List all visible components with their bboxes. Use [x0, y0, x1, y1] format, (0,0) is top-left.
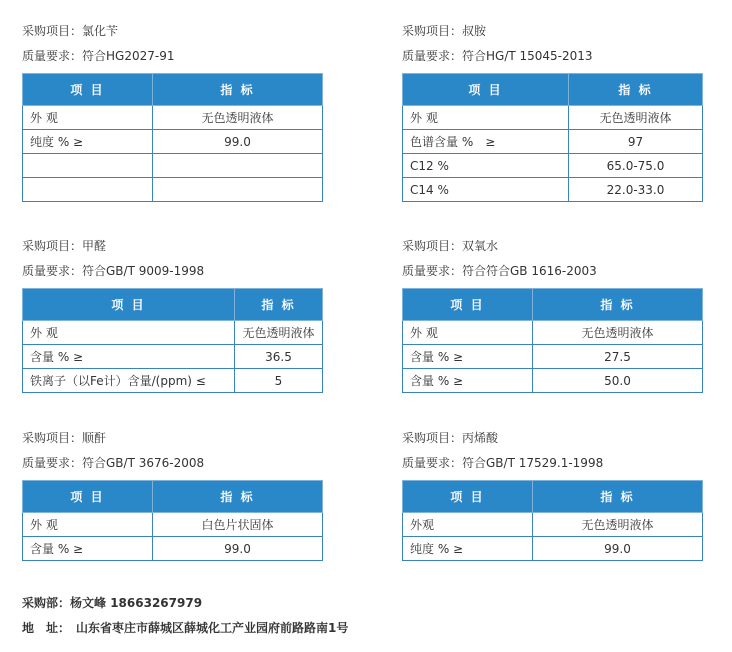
cell-item: 外 观	[23, 106, 153, 130]
table-row	[403, 106, 703, 130]
spec-table	[402, 73, 703, 202]
item-title: 采购项目：叔胺	[402, 24, 487, 38]
quality-requirement: 质量要求：符合符合GB 1616-2003	[402, 264, 597, 278]
table-row	[23, 178, 323, 202]
item-title: 采购项目：甲醛	[22, 239, 107, 253]
table-row	[23, 513, 323, 537]
cell-value: 无色透明液体	[153, 106, 323, 130]
spec-table	[22, 288, 323, 393]
table-row	[23, 130, 323, 154]
table-header-row	[403, 289, 703, 321]
cell-value: 99.0	[153, 130, 323, 154]
header-spec: 指 标	[533, 481, 703, 513]
cell-item: 纯度 % ≥	[23, 130, 153, 154]
table-row	[403, 345, 703, 369]
table-header-row	[23, 481, 323, 513]
header-spec: 指 标	[153, 74, 323, 106]
table-row	[23, 106, 323, 130]
table-header-row	[23, 74, 323, 106]
cell-value: 97	[569, 130, 703, 154]
quality-requirement: 质量要求：符合HG/T 15045-2013	[402, 49, 593, 63]
table-row	[403, 513, 703, 537]
cell-value: 50.0	[533, 369, 703, 393]
cell-item: 含量 % ≥	[403, 345, 533, 369]
header-item: 项 目	[403, 481, 533, 513]
table-header-row	[403, 74, 703, 106]
table-header-row	[23, 289, 323, 321]
cell-value: 5	[235, 369, 323, 393]
cell-value: 无色透明液体	[533, 321, 703, 345]
address-label: 地 址：	[22, 621, 71, 635]
cell-value: 无色透明液体	[569, 106, 703, 130]
header-spec: 指 标	[533, 289, 703, 321]
cell-item: 外 观	[23, 321, 235, 345]
table-row	[403, 178, 703, 202]
quality-requirement: 质量要求：符合GB/T 17529.1-1998	[402, 456, 604, 470]
header-item: 项 目	[23, 74, 153, 106]
quality-requirement: 质量要求：符合GB/T 3676-2008	[22, 456, 205, 470]
item-title: 采购项目：丙烯酸	[402, 431, 499, 445]
cell-value	[153, 154, 323, 178]
cell-value: 36.5	[235, 345, 323, 369]
table-row	[23, 537, 323, 561]
header-item: 项 目	[23, 481, 153, 513]
table-row	[23, 345, 323, 369]
address-line	[22, 619, 348, 636]
cell-item	[23, 154, 153, 178]
cell-item: 色谱含量 % ≥	[403, 130, 569, 154]
table-row	[403, 130, 703, 154]
cell-item	[23, 178, 153, 202]
header-spec: 指 标	[235, 289, 323, 321]
spec-table	[22, 73, 323, 202]
cell-item: 外 观	[23, 513, 153, 537]
purchasing-dept-line	[22, 594, 202, 611]
header-spec: 指 标	[569, 74, 703, 106]
cell-value: 99.0	[533, 537, 703, 561]
header-item: 项 目	[403, 74, 569, 106]
table-row	[403, 537, 703, 561]
table-row	[403, 154, 703, 178]
header-spec: 指 标	[153, 481, 323, 513]
cell-item: 含量 % ≥	[23, 345, 235, 369]
cell-value	[153, 178, 323, 202]
cell-value: 无色透明液体	[533, 513, 703, 537]
spec-table	[402, 480, 703, 561]
item-title: 采购项目：氯化苄	[22, 24, 119, 38]
dept-label: 采购部：	[22, 596, 71, 610]
cell-item: 含量 % ≥	[403, 369, 533, 393]
cell-value: 65.0-75.0	[569, 154, 703, 178]
item-title: 采购项目：顺酐	[22, 431, 107, 445]
cell-item: 外 观	[403, 321, 533, 345]
table-row	[23, 321, 323, 345]
table-row	[403, 321, 703, 345]
cell-value: 27.5	[533, 345, 703, 369]
spec-table	[22, 480, 323, 561]
quality-requirement: 质量要求：符合HG2027-91	[22, 49, 175, 63]
cell-value: 22.0-33.0	[569, 178, 703, 202]
cell-item: 含量 % ≥	[23, 537, 153, 561]
table-row	[23, 369, 323, 393]
table-row	[23, 154, 323, 178]
address-value: 山东省枣庄市薛城区薛城化工产业园府前路路南1号	[76, 621, 349, 635]
cell-value: 99.0	[153, 537, 323, 561]
header-item: 项 目	[23, 289, 235, 321]
spec-table	[402, 288, 703, 393]
cell-item: 外 观	[403, 106, 569, 130]
cell-item: 铁离子（以Fe计）含量/(ppm) ≤	[23, 369, 235, 393]
dept-contact: 杨文峰 18663267979	[70, 596, 203, 610]
table-row	[403, 369, 703, 393]
cell-item: 外观	[403, 513, 533, 537]
cell-item: C12 %	[403, 154, 569, 178]
cell-value: 白色片状固体	[153, 513, 323, 537]
cell-item: 纯度 % ≥	[403, 537, 533, 561]
quality-requirement: 质量要求：符合GB/T 9009-1998	[22, 264, 205, 278]
item-title: 采购项目：双氧水	[402, 239, 499, 253]
header-item: 项 目	[403, 289, 533, 321]
cell-item: C14 %	[403, 178, 569, 202]
table-header-row	[403, 481, 703, 513]
cell-value: 无色透明液体	[235, 321, 323, 345]
